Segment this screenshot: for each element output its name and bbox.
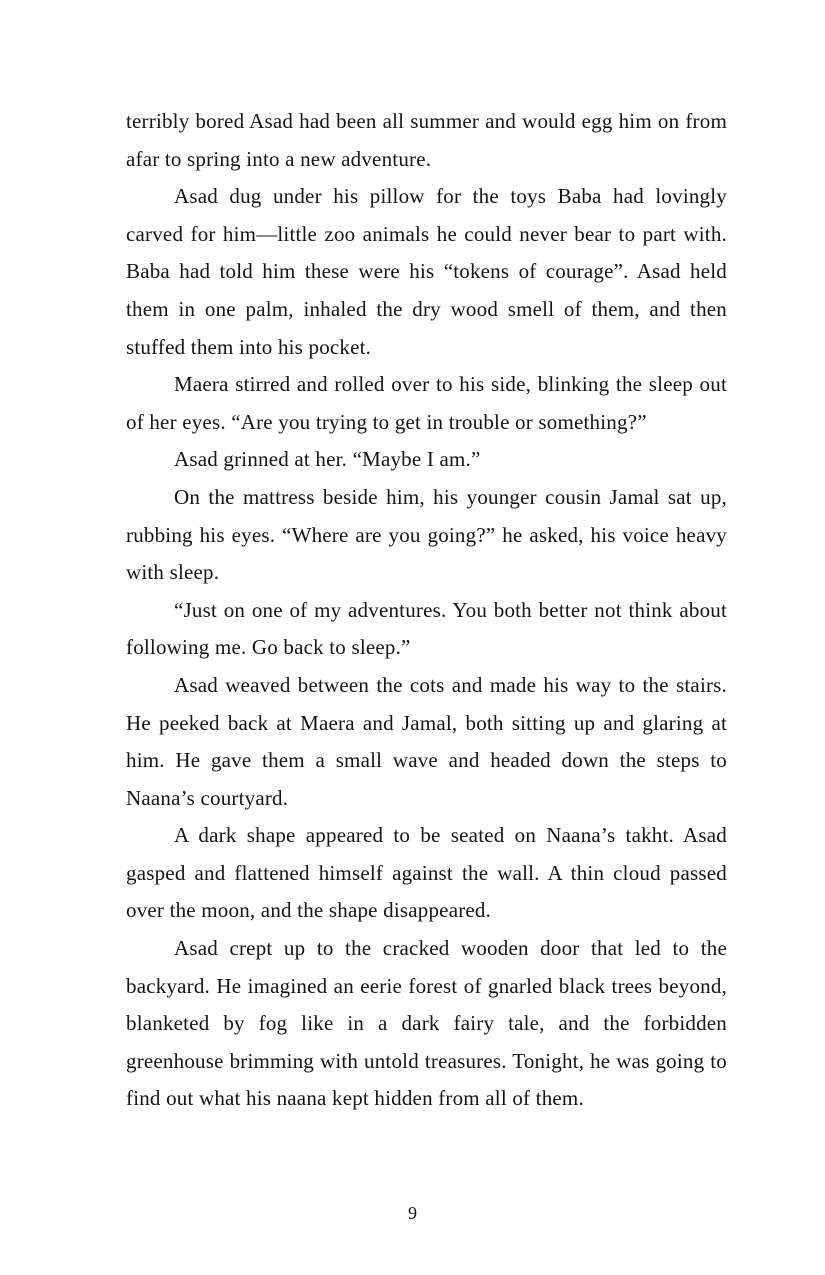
paragraph: “Just on one of my adventures. You both better not think about following me. Go back to sleep.” [126, 597, 727, 660]
paragraph: Asad dug under his pillow for the toys Baba had lovingly carved for him—little zoo animals he could never bear to part with. Baba had told him these were his “tokens of courage”. Asad held them in one palm, inhaled the dry wood smell of them, and then stuffed them into his pocket. [126, 184, 727, 359]
paragraph: Asad weaved between the cots and made his way to the stairs. He peeked back at Maera and Jamal, both sitting up and glaring at him. He gave them a small wave and headed down the steps to Naana’s courtyard. [126, 672, 727, 810]
paragraph: Maera stirred and rolled over to his side, blinking the sleep out of her eyes. “Are you trying to get in trouble or something?” [126, 372, 727, 434]
paragraph: terribly bored Asad had been all summer and would egg him on from afar to spring into a new adventure. [126, 109, 727, 171]
paragraph: A dark shape appeared to be seated on Naana’s takht. Asad gasped and flattened himself against the wall. A thin cloud passed over the moon, and the shape disappeared. [126, 823, 727, 923]
paragraph: On the mattress beside him, his younger cousin Jamal sat up, rubbing his eyes. “Where are you going?” he asked, his voice heavy with sleep. [126, 484, 727, 585]
body-text [126, 103, 727, 1118]
page-number: 9 [408, 1203, 417, 1223]
paragraph: Asad crept up to the cracked wooden door that led to the backyard. He imagined an eerie forest of gnarled black trees beyond, blanketed by fog like in a dark fairy tale, and the forbidden greenhouse brimming with untold treasures. Tonight, he was going to find out what his naana kept hidden from all of them. [126, 936, 727, 1111]
paragraph: Asad grinned at her. “Maybe I am.” [174, 447, 481, 472]
